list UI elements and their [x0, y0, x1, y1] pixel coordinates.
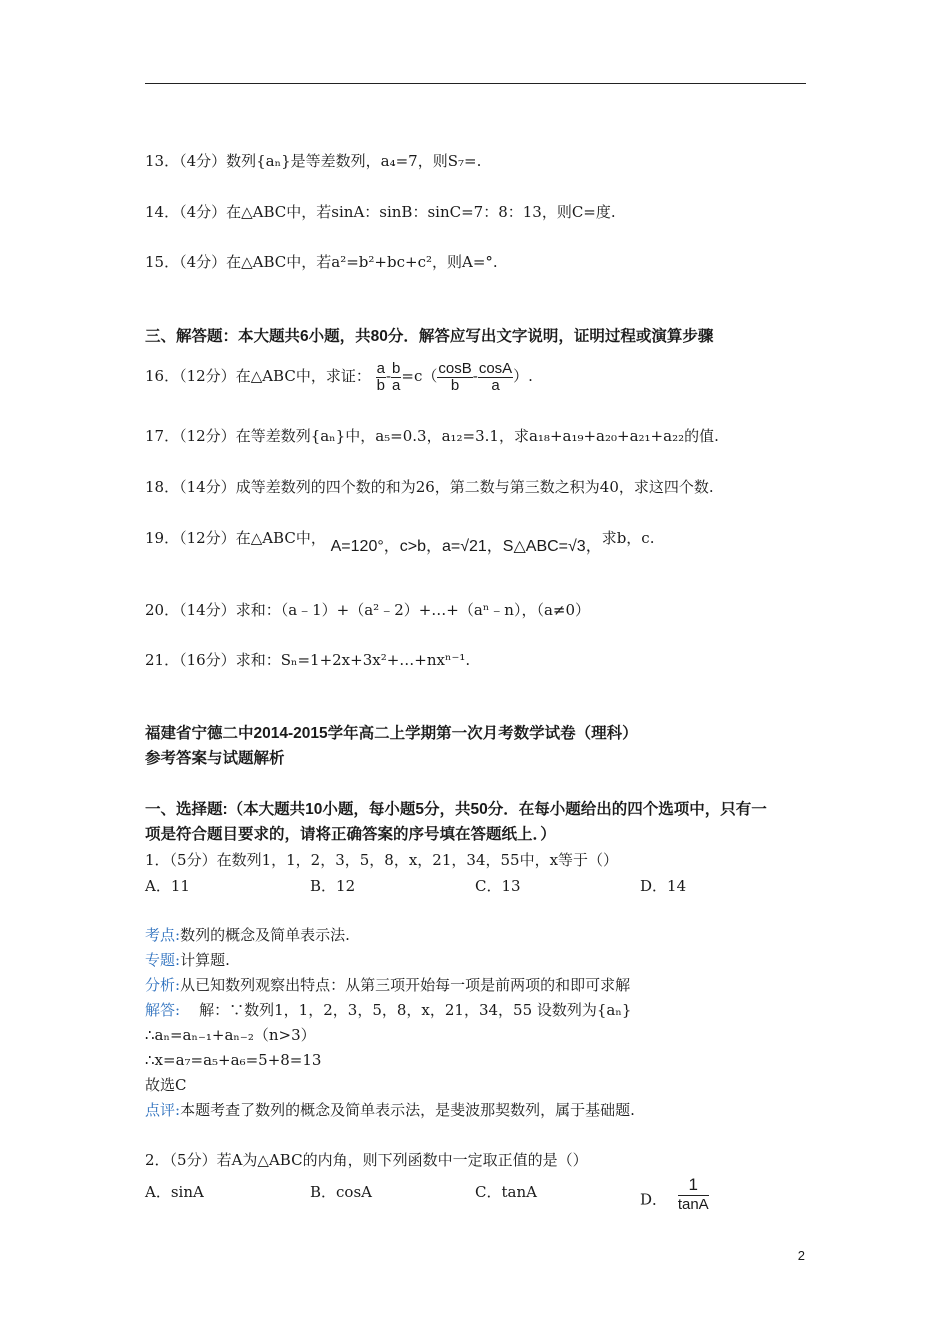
question-text: 在△ABC中，: [235, 529, 326, 547]
question-text: 在△ABC中，若a²=b²+bc+c²，则A=°.: [226, 253, 498, 271]
jieda-text: 解：∵数列1，1，2，3，5，8，x，21，34，55 设数列为{aₙ}: [199, 1001, 632, 1019]
question-number: 21．: [145, 651, 180, 669]
solution-step-2: ∴x=a₇=a₅+a₆=5+8=13: [145, 1051, 322, 1069]
question-1-options: [145, 875, 745, 895]
question-text: 成等差数列的四个数的和为26，第二数与第三数之积为40，求这四个数.: [235, 478, 714, 496]
zhuanti-label: 专题:: [145, 951, 181, 969]
question-18: [145, 477, 714, 497]
fraction-cosa-over-a: $\frac{\cos A}{a}$: [478, 359, 513, 394]
question-19: [145, 528, 655, 555]
question-number: 17．: [145, 427, 180, 445]
question-number: 16．: [145, 367, 180, 385]
fenxi-label: 分析:: [145, 976, 181, 994]
question-text: 求和：（a﹣1）+（a²﹣2）+…+（aⁿ﹣n），（a≠0）: [235, 601, 591, 619]
section-3-heading: 三、解答题：本大题共6小题，共80分．解答应写出文字说明，证明过程或演算步骤: [145, 328, 714, 345]
zhuanti-text: 计算题.: [180, 951, 230, 969]
fraction-cosb-over-b: $\frac{\cos B}{b}$: [438, 359, 472, 394]
option-d-label: D．: [640, 1190, 668, 1209]
question-text: 数列{aₙ}是等差数列，a₄=7，则S₇=.: [226, 152, 482, 170]
question-score: （4分）: [179, 203, 227, 221]
question-score: （16分）: [179, 651, 236, 669]
solution-step-3: 故选C: [145, 1076, 187, 1094]
option-d: [640, 1175, 709, 1220]
jieda-row: [145, 1000, 631, 1020]
fenxi-text: 从已知数列观察出特点：从第三项开始每一项是前两项的和即可求解: [180, 976, 631, 994]
option-c: C．tanA: [475, 1183, 537, 1201]
kaodian-label: 考点:: [145, 926, 181, 944]
zhuanti-row: [145, 950, 230, 970]
dianping-text: 本题考查了数列的概念及简单表示法，是斐波那契数列，属于基础题.: [180, 1101, 635, 1119]
question-score: （12分）: [179, 427, 236, 445]
option-b: B．12: [310, 877, 356, 895]
question-score: （14分）: [179, 601, 236, 619]
kaodian-row: [145, 925, 350, 945]
jieda-label: 解答:: [145, 1001, 181, 1019]
question-text: 求和：Sₙ=1+2x+3x²+…+nxⁿ⁻¹.: [235, 651, 471, 669]
option-a: A．sinA: [145, 1183, 204, 1201]
question-number: 19．: [145, 529, 180, 547]
option-c: C．13: [475, 877, 521, 895]
section-1-heading-line-2: 项是符合题目要求的，请将正确答案的序号填在答题纸上．）: [145, 826, 556, 843]
fraction-b-over-a: $\frac{b}{a}$: [392, 359, 401, 394]
kaodian-text: 数列的概念及简单表示法.: [180, 926, 350, 944]
solution-step-1: ∴aₙ=aₙ₋₁+aₙ₋₂（n>3）: [145, 1026, 316, 1044]
question-1-stem: 1．（5分）在数列1，1，2，3，5，8，x，21，34，55中，x等于（）: [145, 851, 619, 869]
fenxi-row: [145, 975, 630, 995]
formula: A=120°，c>b，a=√21，S△ABC=√3，: [330, 538, 602, 555]
question-text: 在等差数列{aₙ}中，a₅=0.3，a₁₂=3.1，求a₁₈+a₁₉+a₂₀+a₂₁+a₂₂的值.: [235, 427, 719, 445]
question-number: 20．: [145, 601, 180, 619]
question-13: [145, 151, 481, 171]
question-number: 13．: [145, 152, 180, 170]
question-score: （4分）: [179, 152, 227, 170]
question-score: （12分）: [179, 367, 236, 385]
option-a: A．11: [145, 877, 190, 895]
question-2-stem: 2．（5分）若A为△ABC的内角，则下列函数中一定取正值的是（）: [145, 1151, 588, 1169]
answer-subtitle: 参考答案与试题解析: [145, 750, 285, 767]
question-16: 16．（12分）在△ABC中，求证： $\frac{a}{b}$ - $\frac{b}{a}$ =c（ $\frac{\cos B}{b}$ - $\frac{\cos A}{a}$ ）.: [145, 359, 533, 394]
question-14: [145, 202, 616, 222]
dianping-label: 点评:: [145, 1101, 181, 1119]
question-text: 求b，c.: [601, 529, 655, 547]
question-15: [145, 252, 498, 272]
option-d: D．14: [640, 877, 687, 895]
question-score: （14分）: [179, 478, 236, 496]
fraction-a-over-b: $\frac{a}{b}$: [376, 359, 385, 394]
section-1-heading-line-1: 一、选择题:（本大题共10小题，每小题5分，共50分．在每小题给出的四个选项中，只有一: [145, 801, 767, 818]
answer-title: 福建省宁德二中2014-2015学年高二上学期第一次月考数学试卷（理科）: [145, 725, 638, 742]
question-number: 14．: [145, 203, 180, 221]
question-score: （4分）: [179, 253, 227, 271]
question-20: [145, 600, 590, 620]
question-score: （12分）: [179, 529, 236, 547]
option-b: B．cosA: [310, 1183, 372, 1201]
question-21: [145, 650, 470, 670]
dianping-row: [145, 1100, 635, 1120]
question-number: 15．: [145, 253, 180, 271]
question-17: [145, 426, 719, 446]
question-number: 18．: [145, 478, 180, 496]
header-rule: [145, 83, 806, 84]
fraction-one-over-tana: $\frac{1}{\tan A}$: [677, 1175, 709, 1213]
question-2-options: [145, 1176, 745, 1216]
page-number: 2: [797, 1248, 805, 1263]
question-text: 在△ABC中，若sinA：sinB：sinC=7：8：13，则C=度.: [226, 203, 616, 221]
question-text: 在△ABC中，求证：: [235, 367, 371, 385]
